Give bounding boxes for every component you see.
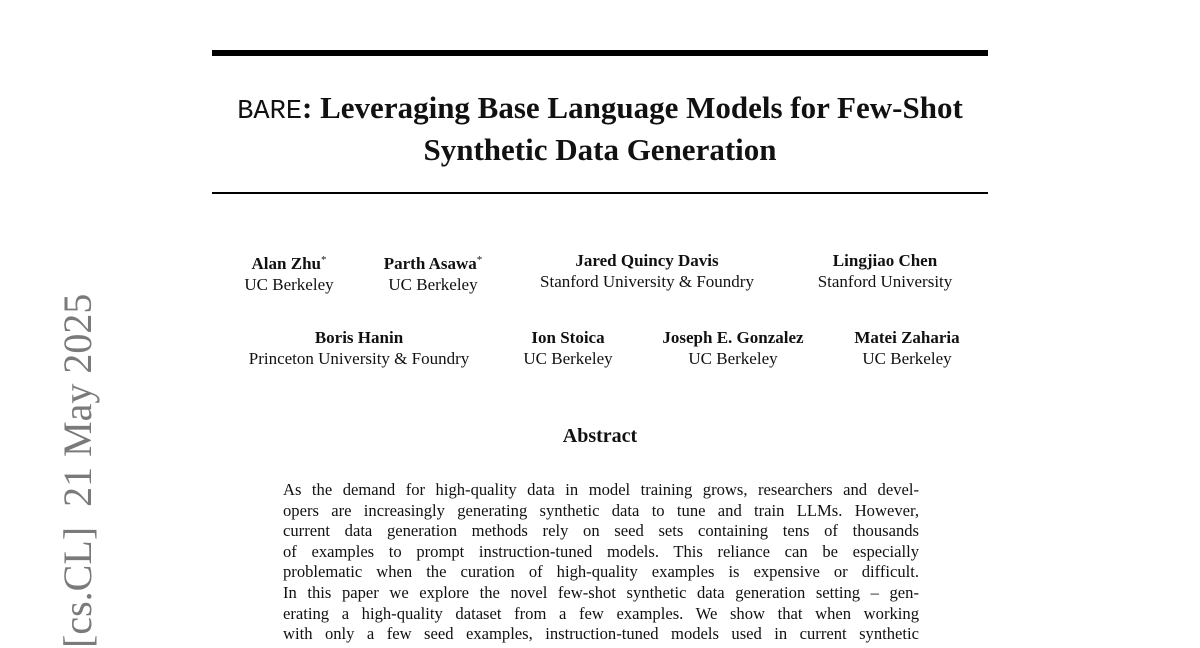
abstract-line: problematic when the curation of high-quality examples is expensive or difficult. [283,562,919,582]
title-top-rule [212,50,988,56]
author-affiliation: UC Berkeley [388,275,478,294]
author-name: Joseph E. Gonzalez [662,328,804,347]
author-block [540,250,754,292]
author-block [244,250,333,295]
abstract-heading: Abstract [562,425,638,447]
equal-contribution-mark: * [320,254,327,266]
title-bottom-rule [212,192,988,194]
abstract-line: current data generation methods rely on seed sets containing tens of thousands [283,521,919,541]
author-name: Boris Hanin [314,328,404,347]
author-block [249,327,470,369]
title-line2: Synthetic Data Generation [423,132,777,167]
author-affiliation: UC Berkeley [688,349,778,368]
author-block [662,327,803,369]
author-block [854,327,959,369]
author-block [384,250,483,295]
author-affiliation: UC Berkeley [862,349,952,368]
author-name: Lingjiao Chen [832,251,938,270]
author-affiliation: UC Berkeley [523,349,613,368]
arxiv-side-stamp [54,294,101,648]
author-name: Jared Quincy Davis [575,251,719,270]
author-name: Matei Zaharia [854,328,960,347]
author-affiliation: Princeton University & Foundry [248,349,470,368]
title-system-name: BARE [237,97,303,127]
abstract-line: with only a few seed examples, instruction-tuned models used in current synthetic [283,624,919,644]
author-affiliation: Stanford University [817,272,953,291]
abstract-body [283,480,919,645]
abstract-line: As the demand for high-quality data in model training grows, researchers and devel- [283,480,919,499]
author-block [523,327,612,369]
author-affiliation: UC Berkeley [244,275,334,294]
abstract-line: erating a high-quality dataset from a few examples. We show that when working [283,603,919,623]
arxiv-category: [cs.CL] [55,526,100,648]
author-name: Parth Asawa [383,254,477,273]
abstract-line: of examples to prompt instruction-tuned models. This reliance can be especially [283,541,919,561]
abstract-line: opers are increasingly generating synthetic data to tune and train LLMs. However, [283,500,919,520]
arxiv-date: 21 May 2025 [55,293,100,507]
author-affiliation: Stanford University & Foundry [540,272,754,291]
paper-title [212,89,988,169]
abstract-line: In this paper we explore the novel few-shot synthetic data generation setting – gen- [283,582,919,602]
author-name: Alan Zhu [251,254,321,273]
title-line1: : Leveraging Base Language Models for Few-Shot [302,90,963,125]
equal-contribution-mark: * [476,254,483,266]
author-name: Ion Stoica [531,328,605,347]
author-block [818,250,953,292]
